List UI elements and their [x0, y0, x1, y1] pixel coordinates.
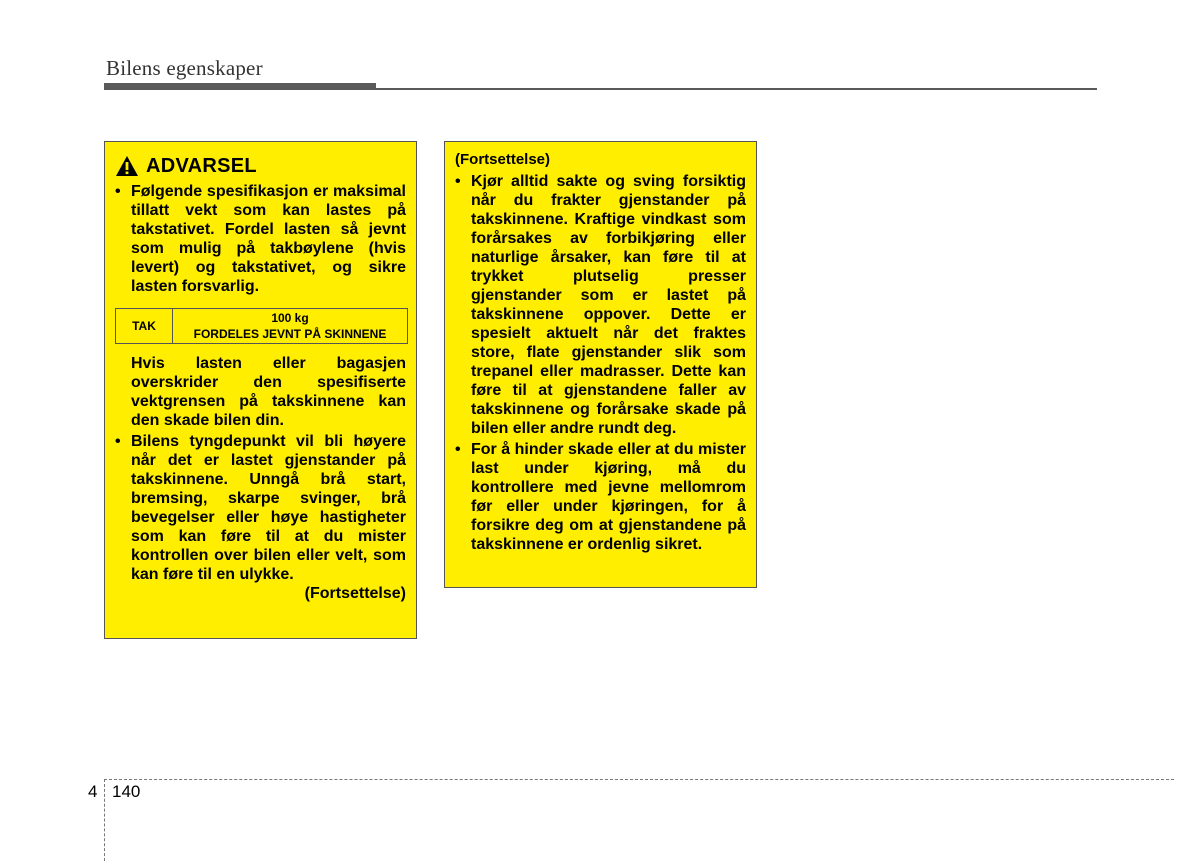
header-bar-thick	[104, 83, 376, 90]
warning-header	[115, 154, 406, 178]
warning-bullet-2	[115, 432, 406, 584]
header-bar-thin	[376, 88, 1097, 90]
roof-load-note: FORDELES JEVNT PÅ SKINNENE	[193, 327, 387, 341]
warning-bullet-1	[115, 182, 406, 296]
roof-label-cell: TAK	[116, 309, 173, 344]
roof-load-table	[115, 308, 408, 344]
continuation-bullet-2	[455, 440, 746, 554]
footer-divider	[104, 779, 1174, 780]
continued-label: (Fortsettelse)	[455, 151, 551, 168]
continuation-bullet-1-text: Kjør alltid sakte og sving forsiktig når du frakter gjenstander på takskinnene. Kraftige vindkast som forårsakes av forbikjøring eller naturlige årsaker, kan føre til at trykket plutselig presser gjenstander som er lastet på takskinnene oppover. Dette er spesielt aktuelt når det fraktes store, flate gjenstander slik som trepanel eller madrasser. Dette kan føre til at gjenstandene faller av takskinnene og forårsake skade på bilen eller andre rundt deg.	[471, 173, 746, 437]
bullet-dot: •	[115, 183, 121, 200]
bullet-dot: •	[115, 433, 121, 450]
roof-value-cell	[173, 309, 408, 344]
bullet-dot: •	[455, 441, 461, 458]
warning-paragraph: Hvis lasten eller bagasjen overskrider den spesifiserte vektgrensen på takskinnene kan den skade bilen din.	[131, 355, 406, 429]
roof-max-weight: 100 kg	[271, 311, 309, 325]
warning-triangle-icon	[115, 155, 139, 177]
page-number: 140	[112, 782, 141, 801]
continuation-bullet-2-text: For å hinder skade eller at du mister last under kjøring, må du kontrollere med jevne mellomrom før eller under kjøringen, for å forsikre deg om at gjenstandene på takskinnene er ordenlig sikret.	[471, 441, 746, 553]
warning-bullet-1-text: Følgende spesifikasjon er maksimal tillatt vekt som kan lastes på takstativet. Fordel lasten så jevnt som mulig på takbøylene (hvis levert) og takstativet, og sikre lasten forsvarlig.	[131, 183, 406, 295]
warning-box	[104, 141, 417, 639]
warning-bullet-2-text: Bilens tyngdepunkt vil bli høyere når det er lastet gjenstander på takskinnene. Unngå brå start, bremsing, skarpe svinger, brå bevegelser eller høye hastigheter som kan føre til at du mister kontrollen over bilen eller velt, som kan føre til en ulykke.	[131, 433, 406, 583]
continuation-box	[444, 141, 757, 588]
section-title: Bilens egenskaper	[106, 56, 263, 80]
chapter-number: 4	[88, 782, 98, 801]
bullet-dot: •	[455, 173, 461, 190]
continuation-bullet-1	[455, 172, 746, 438]
footer-vertical-divider	[104, 779, 105, 861]
continued-label: (Fortsettelse)	[304, 585, 406, 602]
warning-title: ADVARSEL	[146, 155, 257, 177]
